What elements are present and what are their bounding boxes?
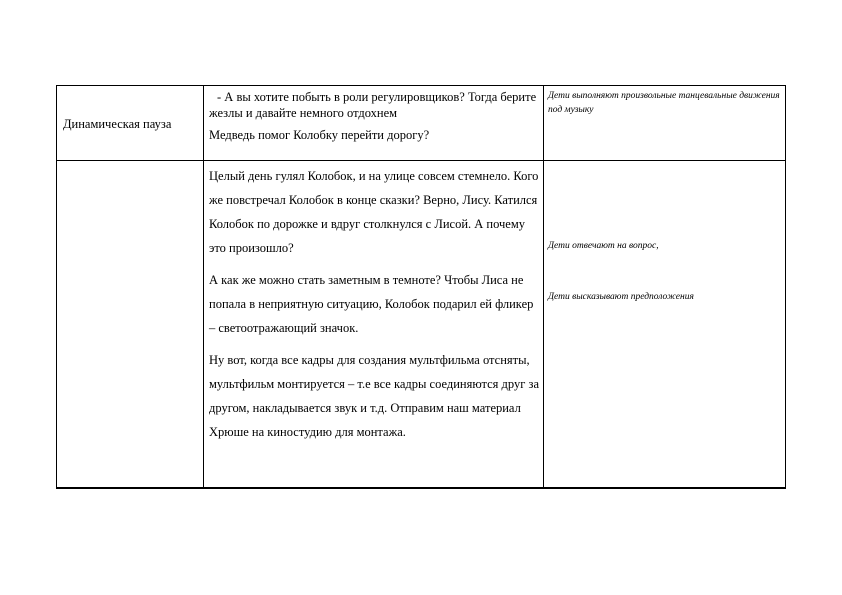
teacher-paragraph: Целый день гулял Колобок, и на улице совсем стемнело. Кого же повстречал Колобок в конце сказки? Верно, Лису. Катился Колобок по дорожке и вдруг столкнулся с Лисой. А почему это произошло?	[209, 169, 539, 255]
row-divider	[57, 160, 785, 161]
teacher-paragraph: А как же можно стать заметным в темноте? Чтобы Лиса не попала в неприятную ситуацию, Колобок подарил ей фликер – светоотражающий значок.	[209, 273, 534, 335]
teacher-paragraph: Ну вот, когда все кадры для создания мультфильма отсняты, мультфильм монтируется – т.е все кадры соединяются друг за другом, накладывается звук и т.д. Отправим наш материал Хрюше на киностудию для монтажа.	[209, 353, 539, 439]
row-label: Динамическая пауза	[63, 117, 172, 131]
column-divider	[203, 86, 204, 487]
children-activity: Дети выполняют произвольные танцевальные движения под музыку	[548, 91, 780, 115]
children-activity: Дети высказывают предположения	[548, 292, 694, 302]
children-activity: Дети отвечают на вопрос,	[548, 241, 659, 251]
teacher-text	[209, 164, 539, 444]
teacher-text	[209, 89, 539, 143]
lesson-table	[56, 85, 786, 489]
teacher-paragraph: - А вы хотите побыть в роли регулировщиков? Тогда берите жезлы и давайте немного отдохнем	[209, 90, 537, 120]
column-divider	[543, 86, 544, 487]
teacher-paragraph: Медведь помог Колобку перейти дорогу?	[209, 128, 430, 142]
